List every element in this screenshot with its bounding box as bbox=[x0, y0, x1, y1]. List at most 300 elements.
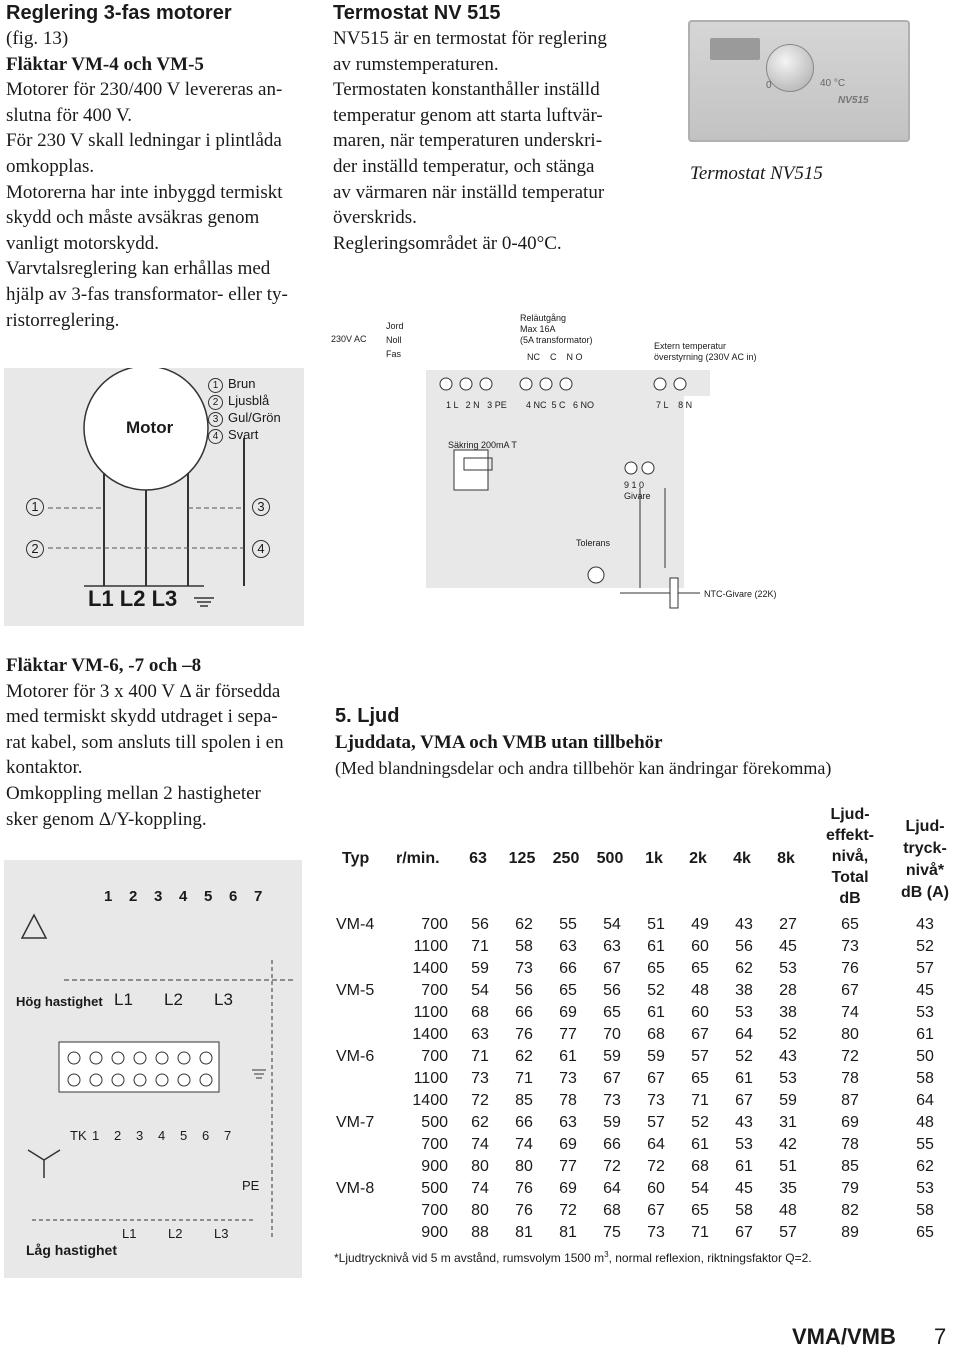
row-band-value: 48 bbox=[779, 1202, 797, 1219]
header-band: 8k bbox=[777, 850, 795, 867]
dial-scale bbox=[710, 38, 760, 60]
row-band-value: 56 bbox=[735, 938, 753, 955]
row-rpm: 900 bbox=[421, 1158, 448, 1175]
supply-line-label: Fas bbox=[386, 349, 402, 359]
supply-line-label: Noll bbox=[386, 335, 402, 345]
high-term: L3 bbox=[214, 990, 233, 1009]
row-band-value: 66 bbox=[603, 1136, 621, 1153]
row-band-value: 54 bbox=[471, 982, 489, 999]
row-band-value: 71 bbox=[471, 1048, 489, 1065]
row-band-value: 78 bbox=[559, 1092, 577, 1109]
row-rpm: 1400 bbox=[412, 1092, 448, 1109]
thermostat-line: maren, när temperaturen underskri- bbox=[333, 130, 603, 152]
terminal-strip-right bbox=[650, 370, 710, 396]
row-rpm: 700 bbox=[421, 982, 448, 999]
row-band-value: 74 bbox=[471, 1136, 489, 1153]
row-band-value: 54 bbox=[603, 916, 621, 933]
row-band-value: 59 bbox=[647, 1048, 665, 1065]
row-band-value: 60 bbox=[647, 1180, 665, 1197]
body-line: Motorerna har inte inbyggd termiskt bbox=[6, 181, 283, 203]
fig-ref: (fig. 13) bbox=[6, 28, 69, 49]
row-band-value: 65 bbox=[691, 1070, 709, 1087]
bottom-number: 6 bbox=[202, 1128, 210, 1143]
row-band-value: 80 bbox=[515, 1158, 533, 1175]
row-band-value: 88 bbox=[471, 1224, 489, 1241]
row-band-value: 68 bbox=[647, 1026, 665, 1043]
row-band-value: 67 bbox=[603, 960, 621, 977]
thermostat-line: överskrids. bbox=[333, 207, 417, 229]
bottom-number: 7 bbox=[224, 1128, 232, 1143]
row-band-value: 75 bbox=[603, 1224, 621, 1241]
legend-number: 1 bbox=[208, 378, 223, 393]
row-band-value: 74 bbox=[515, 1136, 533, 1153]
row-total: 65 bbox=[841, 916, 859, 933]
thermostat-line: temperatur genom att starta luftvär- bbox=[333, 104, 603, 126]
row-pressure: 64 bbox=[916, 1092, 934, 1109]
marker-3: 3 bbox=[252, 498, 270, 516]
row-band-value: 77 bbox=[559, 1158, 577, 1175]
row-band-value: 28 bbox=[779, 982, 797, 999]
body-line: Varvtalsreglering kan erhållas med bbox=[6, 258, 271, 280]
row-band-value: 69 bbox=[559, 1180, 577, 1197]
row-total: 87 bbox=[841, 1092, 859, 1109]
terminal-strip-svg bbox=[650, 370, 710, 396]
speed-diagram-svg bbox=[4, 860, 302, 1278]
row-band-value: 53 bbox=[779, 1070, 797, 1087]
row-band-value: 61 bbox=[647, 1004, 665, 1021]
sensor-terms: 9 1 0 bbox=[624, 480, 645, 490]
row-band-value: 85 bbox=[515, 1092, 533, 1109]
row-total: 73 bbox=[841, 938, 859, 955]
row-total: 76 bbox=[841, 960, 859, 977]
row-band-value: 52 bbox=[647, 982, 665, 999]
row-band-value: 60 bbox=[691, 1004, 709, 1021]
thermostat-photo bbox=[688, 20, 910, 142]
row-band-value: 71 bbox=[691, 1092, 709, 1109]
sound-section-number: 5. Ljud bbox=[335, 705, 400, 727]
row-band-value: 67 bbox=[691, 1026, 709, 1043]
row-band-value: 73 bbox=[471, 1070, 489, 1087]
row-type: VM-4 bbox=[336, 916, 375, 933]
vm6-line: kontaktor. bbox=[6, 757, 83, 779]
high-term: L1 bbox=[114, 990, 133, 1009]
thermostat-caption: Termostat NV515 bbox=[690, 163, 823, 184]
row-band-value: 43 bbox=[735, 1114, 753, 1131]
row-band-value: 60 bbox=[691, 938, 709, 955]
row-band-value: 64 bbox=[735, 1026, 753, 1043]
dial-high-label: 40 °C bbox=[820, 78, 846, 89]
row-band-value: 31 bbox=[779, 1114, 797, 1131]
relay-line: (5A transformator) bbox=[520, 335, 593, 345]
row-band-value: 73 bbox=[559, 1070, 577, 1087]
row-pressure: 53 bbox=[916, 1004, 934, 1021]
row-band-value: 54 bbox=[691, 1180, 709, 1197]
row-band-value: 73 bbox=[647, 1092, 665, 1109]
row-band-value: 73 bbox=[647, 1224, 665, 1241]
body-line: vanligt motorskydd. bbox=[6, 232, 160, 254]
row-band-value: 71 bbox=[691, 1224, 709, 1241]
vm6-heading: Fläktar VM-6, -7 och –8 bbox=[6, 655, 202, 676]
pe-label: PE bbox=[242, 1178, 260, 1193]
row-rpm: 1100 bbox=[413, 1070, 448, 1087]
vm6-line: sker genom Δ/Y-koppling. bbox=[6, 808, 207, 830]
row-pressure: 62 bbox=[916, 1158, 934, 1175]
high-term: L2 bbox=[164, 990, 183, 1009]
marker-2: 2 bbox=[26, 540, 44, 558]
wiring-box bbox=[426, 370, 684, 588]
row-rpm: 500 bbox=[421, 1114, 448, 1131]
wiring-diagram bbox=[320, 308, 950, 633]
row-band-value: 62 bbox=[515, 1048, 533, 1065]
vm6-body bbox=[6, 679, 306, 833]
row-rpm: 1100 bbox=[413, 1004, 448, 1021]
row-band-value: 59 bbox=[603, 1048, 621, 1065]
left-top-section bbox=[6, 0, 306, 333]
body-line: skydd och måste avsäkras genom bbox=[6, 207, 260, 229]
header-type: Typ bbox=[342, 850, 370, 867]
header-effect-line: nivå, bbox=[831, 848, 869, 865]
thermostat-line: av rumstemperaturen. bbox=[333, 53, 499, 75]
row-total: 82 bbox=[841, 1202, 859, 1219]
body-line: För 230 V skall ledningar i plintlåda bbox=[6, 130, 282, 152]
row-total: 67 bbox=[841, 982, 859, 999]
row-band-value: 61 bbox=[559, 1048, 577, 1065]
top-number: 4 bbox=[179, 888, 188, 905]
footnote-text-a: *Ljudtrycknivå vid 5 m avstånd, rumsvolym 1500 m bbox=[334, 1251, 605, 1265]
row-band-value: 65 bbox=[691, 1202, 709, 1219]
row-band-value: 76 bbox=[515, 1180, 533, 1197]
row-total: 78 bbox=[841, 1070, 859, 1087]
row-band-value: 43 bbox=[735, 916, 753, 933]
bottom-number: TK bbox=[70, 1128, 87, 1143]
row-band-value: 76 bbox=[515, 1202, 533, 1219]
row-band-value: 62 bbox=[471, 1114, 489, 1131]
header-rpm: r/min. bbox=[396, 850, 440, 867]
header-effect-line: Ljud- bbox=[830, 806, 870, 823]
row-band-value: 57 bbox=[647, 1114, 665, 1131]
row-band-value: 72 bbox=[603, 1158, 621, 1175]
row-band-value: 65 bbox=[691, 960, 709, 977]
row-band-value: 56 bbox=[471, 916, 489, 933]
row-rpm: 700 bbox=[421, 1202, 448, 1219]
vm6-line: med termiskt skydd utdraget i sepa- bbox=[6, 706, 278, 728]
row-total: 78 bbox=[841, 1136, 859, 1153]
row-total: 72 bbox=[841, 1048, 859, 1065]
row-band-value: 67 bbox=[735, 1092, 753, 1109]
row-band-value: 53 bbox=[735, 1136, 753, 1153]
dial-knob bbox=[766, 44, 814, 92]
top-number: 5 bbox=[204, 888, 213, 905]
body-line: Motorer för 230/400 V levereras an- bbox=[6, 79, 283, 101]
extern-label bbox=[654, 341, 757, 363]
legend-item bbox=[208, 427, 281, 444]
speed-diagram bbox=[4, 860, 302, 1278]
header-pressure-line: Ljud- bbox=[905, 818, 945, 835]
top-numbers bbox=[104, 888, 279, 905]
top-number: 1 bbox=[104, 888, 113, 905]
header-band: 4k bbox=[733, 850, 751, 867]
row-band-value: 68 bbox=[471, 1004, 489, 1021]
row-band-value: 61 bbox=[647, 938, 665, 955]
relay-contacts: NC C N O bbox=[527, 352, 583, 362]
row-band-value: 64 bbox=[603, 1180, 621, 1197]
header-pressure-line: tryck- bbox=[903, 840, 947, 857]
legend-number: 3 bbox=[208, 412, 223, 427]
header-effect-line: Total bbox=[831, 869, 869, 886]
vm6-section bbox=[6, 653, 306, 832]
footnote-text-b: , normal reflexion, riktningsfaktor Q=2. bbox=[608, 1251, 812, 1265]
thermostat-line: Regleringsområdet är 0-40°C. bbox=[333, 232, 562, 254]
row-band-value: 59 bbox=[779, 1092, 797, 1109]
row-band-value: 69 bbox=[559, 1004, 577, 1021]
terminal-row-1: 1 L 2 N 3 PE bbox=[446, 400, 507, 410]
row-band-value: 57 bbox=[779, 1224, 797, 1241]
bottom-number: 3 bbox=[136, 1128, 144, 1143]
row-band-value: 38 bbox=[779, 1004, 797, 1021]
vm6-line: Motorer för 3 x 400 V Δ är försedda bbox=[6, 680, 281, 702]
row-band-value: 56 bbox=[515, 982, 533, 999]
row-total: 69 bbox=[841, 1114, 859, 1131]
ntc-label: NTC-Givare (22K) bbox=[704, 589, 777, 599]
row-rpm: 700 bbox=[421, 1048, 448, 1065]
marker-1: 1 bbox=[26, 498, 44, 516]
supply-lines bbox=[386, 319, 404, 361]
legend-item bbox=[208, 376, 281, 393]
low-term: L3 bbox=[214, 1226, 229, 1241]
row-band-value: 64 bbox=[647, 1136, 665, 1153]
row-band-value: 59 bbox=[603, 1114, 621, 1131]
terminal-labels: L1 L2 L3 bbox=[88, 586, 178, 611]
thermostat-line: av värmaren när inställd temperatur bbox=[333, 181, 605, 203]
row-pressure: 45 bbox=[916, 982, 934, 999]
legend-label: Brun bbox=[228, 376, 256, 391]
relay-line: Max 16A bbox=[520, 324, 556, 334]
row-band-value: 66 bbox=[515, 1114, 533, 1131]
sensor-label: Givare bbox=[624, 491, 651, 501]
row-rpm: 1400 bbox=[412, 960, 448, 977]
footer-brand: VMA/VMB bbox=[792, 1324, 896, 1349]
row-type: VM-6 bbox=[336, 1048, 375, 1065]
row-total: 79 bbox=[841, 1180, 859, 1197]
legend-label: Ljusblå bbox=[228, 393, 270, 408]
row-band-value: 67 bbox=[603, 1070, 621, 1087]
row-band-value: 77 bbox=[559, 1026, 577, 1043]
body-line: slutna för 400 V. bbox=[6, 104, 132, 126]
legend-item bbox=[208, 410, 281, 427]
legend-label: Svart bbox=[228, 427, 259, 442]
row-band-value: 61 bbox=[691, 1136, 709, 1153]
row-band-value: 65 bbox=[559, 982, 577, 999]
row-total: 80 bbox=[841, 1026, 859, 1043]
row-band-value: 58 bbox=[515, 938, 533, 955]
row-rpm: 700 bbox=[421, 916, 448, 933]
body-line: ristorreglering. bbox=[6, 309, 120, 331]
row-band-value: 76 bbox=[515, 1026, 533, 1043]
body-text bbox=[6, 77, 306, 333]
legend-label: Gul/Grön bbox=[228, 410, 281, 425]
row-band-value: 56 bbox=[603, 982, 621, 999]
row-band-value: 71 bbox=[515, 1070, 533, 1087]
row-band-value: 66 bbox=[559, 960, 577, 977]
row-rpm: 700 bbox=[421, 1136, 448, 1153]
row-band-value: 68 bbox=[691, 1158, 709, 1175]
legend-number: 2 bbox=[208, 395, 223, 410]
row-band-value: 73 bbox=[515, 960, 533, 977]
header-band: 2k bbox=[689, 850, 707, 867]
row-band-value: 67 bbox=[647, 1202, 665, 1219]
row-band-value: 71 bbox=[471, 938, 489, 955]
low-term: L2 bbox=[168, 1226, 183, 1241]
row-pressure: 61 bbox=[916, 1026, 934, 1043]
row-pressure: 58 bbox=[916, 1070, 934, 1087]
top-number: 3 bbox=[154, 888, 163, 905]
row-pressure: 53 bbox=[916, 1180, 934, 1197]
row-band-value: 73 bbox=[603, 1092, 621, 1109]
row-band-value: 51 bbox=[779, 1158, 797, 1175]
vm6-line: rat kabel, som ansluts till spolen i en bbox=[6, 731, 284, 753]
low-term: L1 bbox=[122, 1226, 137, 1241]
row-band-value: 81 bbox=[559, 1224, 577, 1241]
row-band-value: 65 bbox=[603, 1004, 621, 1021]
thermostat-line: der inställd temperatur, och stänga bbox=[333, 155, 595, 177]
row-band-value: 68 bbox=[603, 1202, 621, 1219]
row-pressure: 52 bbox=[916, 938, 934, 955]
row-band-value: 51 bbox=[647, 916, 665, 933]
supply-line-label: Jord bbox=[386, 321, 404, 331]
row-band-value: 81 bbox=[515, 1224, 533, 1241]
sound-table bbox=[330, 800, 958, 1260]
row-total: 89 bbox=[841, 1224, 859, 1241]
row-band-value: 65 bbox=[647, 960, 665, 977]
bottom-number: 4 bbox=[158, 1128, 166, 1143]
row-rpm: 500 bbox=[421, 1180, 448, 1197]
row-rpm: 1400 bbox=[412, 1026, 448, 1043]
row-band-value: 62 bbox=[735, 960, 753, 977]
row-band-value: 52 bbox=[779, 1026, 797, 1043]
row-band-value: 63 bbox=[559, 938, 577, 955]
body-line: hjälp av 3-fas transformator- eller ty- bbox=[6, 283, 288, 305]
section-heading: Reglering 3-fas motorer bbox=[6, 2, 232, 24]
row-pressure: 48 bbox=[916, 1114, 934, 1131]
row-band-value: 63 bbox=[471, 1026, 489, 1043]
row-type: VM-8 bbox=[336, 1180, 375, 1197]
row-band-value: 80 bbox=[471, 1158, 489, 1175]
legend-number: 4 bbox=[208, 429, 223, 444]
row-band-value: 52 bbox=[691, 1114, 709, 1131]
row-rpm: 1100 bbox=[413, 938, 448, 955]
row-band-value: 45 bbox=[779, 938, 797, 955]
row-band-value: 53 bbox=[735, 1004, 753, 1021]
row-type: VM-5 bbox=[336, 982, 375, 999]
top-number: 6 bbox=[229, 888, 238, 905]
row-band-value: 35 bbox=[779, 1180, 797, 1197]
row-band-value: 72 bbox=[471, 1092, 489, 1109]
row-band-value: 74 bbox=[471, 1180, 489, 1197]
bottom-number: 2 bbox=[114, 1128, 122, 1143]
row-band-value: 63 bbox=[559, 1114, 577, 1131]
row-band-value: 57 bbox=[691, 1048, 709, 1065]
header-band: 1k bbox=[645, 850, 663, 867]
row-band-value: 70 bbox=[603, 1026, 621, 1043]
model-label: NV515 bbox=[838, 95, 869, 106]
motor-label: Motor bbox=[126, 418, 174, 437]
row-band-value: 62 bbox=[515, 916, 533, 933]
row-band-value: 38 bbox=[735, 982, 753, 999]
header-band: 250 bbox=[552, 850, 580, 867]
row-band-value: 59 bbox=[471, 960, 489, 977]
row-band-value: 72 bbox=[647, 1158, 665, 1175]
subheading: Fläktar VM-4 och VM-5 bbox=[6, 53, 204, 75]
header-effect-line: effekt- bbox=[825, 827, 874, 844]
fuse-label: Säkring 200mA T bbox=[448, 440, 517, 450]
header-band: 63 bbox=[469, 850, 487, 867]
row-pressure: 57 bbox=[916, 960, 934, 977]
row-band-value: 61 bbox=[735, 1070, 753, 1087]
sound-title: Ljuddata, VMA och VMB utan tillbehör bbox=[335, 732, 663, 753]
row-pressure: 50 bbox=[916, 1048, 934, 1065]
terminal-row-3: 7 L 8 N bbox=[656, 400, 693, 410]
low-speed-label: Låg hastighet bbox=[26, 1242, 118, 1258]
header-pressure-line: dB (A) bbox=[901, 884, 949, 901]
dial-low-label: 0 bbox=[766, 80, 772, 91]
legend-item bbox=[208, 393, 281, 410]
row-band-value: 42 bbox=[779, 1136, 797, 1153]
thermostat-body bbox=[333, 26, 678, 256]
bottom-numbers bbox=[70, 1128, 246, 1143]
wire-legend bbox=[208, 376, 281, 444]
relay-line: Reläutgång bbox=[520, 313, 567, 323]
row-band-value: 61 bbox=[735, 1158, 753, 1175]
row-band-value: 66 bbox=[515, 1004, 533, 1021]
top-number: 2 bbox=[129, 888, 138, 905]
row-band-value: 27 bbox=[779, 916, 797, 933]
row-band-value: 43 bbox=[779, 1048, 797, 1065]
terminal-row-2: 4 NC 5 C 6 NO bbox=[526, 400, 595, 410]
row-band-value: 67 bbox=[647, 1070, 665, 1087]
vm6-line: Omkoppling mellan 2 hastigheter bbox=[6, 782, 261, 804]
motor-diagram bbox=[4, 368, 304, 626]
row-type: VM-7 bbox=[336, 1114, 375, 1131]
thermostat-line: Termostaten konstanthåller inställd bbox=[333, 79, 600, 101]
row-rpm: 900 bbox=[421, 1224, 448, 1241]
header-band: 125 bbox=[508, 850, 536, 867]
thermostat-line: NV515 är en termostat för reglering bbox=[333, 28, 607, 49]
high-speed-label: Hög hastighet bbox=[16, 994, 103, 1009]
supply-label: 230V AC bbox=[331, 334, 367, 344]
extern-line: Extern temperatur bbox=[654, 341, 727, 351]
row-band-value: 55 bbox=[559, 916, 577, 933]
row-pressure: 55 bbox=[916, 1136, 934, 1153]
extern-line: överstyrning (230V AC in) bbox=[654, 352, 757, 362]
low-terms bbox=[122, 1226, 260, 1241]
row-band-value: 48 bbox=[691, 982, 709, 999]
row-pressure: 65 bbox=[916, 1224, 934, 1241]
bottom-number: 1 bbox=[92, 1128, 100, 1143]
top-number: 7 bbox=[254, 888, 263, 905]
header-effect-line: dB bbox=[839, 890, 861, 907]
tolerance-label: Tolerans bbox=[576, 538, 611, 548]
row-band-value: 49 bbox=[691, 916, 709, 933]
bottom-number: 5 bbox=[180, 1128, 188, 1143]
thermostat-section bbox=[333, 0, 678, 256]
row-pressure: 43 bbox=[916, 916, 934, 933]
row-band-value: 72 bbox=[559, 1202, 577, 1219]
row-band-value: 63 bbox=[603, 938, 621, 955]
row-pressure: 58 bbox=[916, 1202, 934, 1219]
footnote-sup: 3 bbox=[604, 1250, 609, 1259]
row-band-value: 69 bbox=[559, 1136, 577, 1153]
high-terms bbox=[114, 990, 264, 1010]
